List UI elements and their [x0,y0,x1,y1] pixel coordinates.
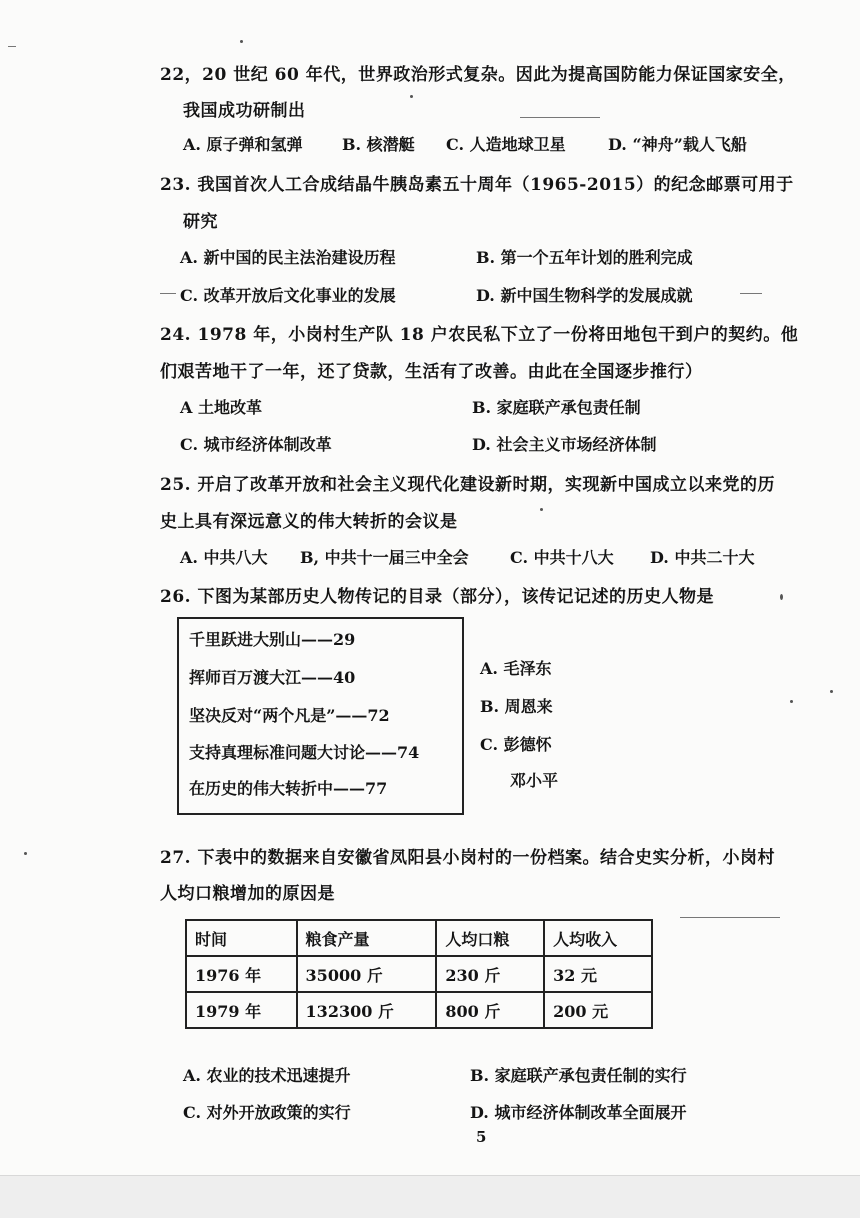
q23-option-b: B. 第一个五年计划的胜利完成 [476,248,693,267]
q23-stem-line1: 23. 我国首次人工合成结晶牛胰岛素五十周年（1965-2015）的纪念邮票可用于 [160,175,794,195]
q25-stem-line1: 25. 开启了改革开放和社会主义现代化建设新时期，实现新中国成立以来党的历 [160,475,775,495]
table-cell: 35000 斤 [297,956,437,992]
q24-option-a: A 土地改革 [180,398,262,417]
scan-speck [410,95,413,98]
q24-option-d: D. 社会主义市场经济体制 [472,435,657,454]
table-row [186,992,652,1028]
archive-data-table [185,919,653,1029]
table-header-cell: 时间 [186,920,297,956]
table-cell: 800 斤 [436,992,544,1028]
page-number: 5 [476,1128,487,1146]
table-cell: 230 斤 [436,956,544,992]
q25-option-a: A. 中共八大 [180,548,268,567]
table-header-cell: 人均收入 [544,920,652,956]
scan-speck [780,594,783,600]
q24-stem-line1: 24. 1978 年，小岗村生产队 18 户农民私下立了一份将田地包干到户的契约。他 [160,325,799,345]
toc-item: 支持真理标准问题大讨论——74 [189,743,420,762]
q27-stem-line1: 27. 下表中的数据来自安徽省凤阳县小岗村的一份档案。结合史实分析，小岗村 [160,848,775,868]
q26-option-d: 邓小平 [510,771,559,790]
table-cell: 1976 年 [186,956,297,992]
scan-speck [830,690,833,693]
q27-option-a: A. 农业的技术迅速提升 [183,1066,351,1085]
table-header-cell: 粮食产量 [297,920,437,956]
toc-item: 挥师百万渡大江——40 [189,668,356,687]
q26-stem: 26. 下图为某部历史人物传记的目录（部分），该传记记述的历史人物是 [160,587,714,607]
q22-option-c: C. 人造地球卫星 [446,135,566,154]
scan-mark [680,917,780,918]
table-cell: 200 元 [544,992,652,1028]
scan-bottom-margin [0,1175,860,1218]
scan-speck [790,700,793,703]
q25-stem-line2: 史上具有深远意义的伟大转折的会议是 [160,512,458,532]
q27-stem-line2: 人均口粮增加的原因是 [160,884,335,904]
q27-option-d: D. 城市经济体制改革全面展开 [470,1103,687,1122]
scan-speck [540,508,543,511]
scan-mark [520,117,600,118]
q24-option-b: B. 家庭联产承包责任制 [472,398,641,417]
q26-option-b: B. 周恩来 [480,697,553,716]
q24-stem-line2: 们艰苦地干了一年，还了贷款，生活有了改善。由此在全国逐步推行） [160,362,703,382]
q26-option-a: A. 毛泽东 [480,659,552,678]
table-cell: 132300 斤 [297,992,437,1028]
q22-stem-line2: 我国成功研制出 [183,101,306,121]
toc-item: 在历史的伟大转折中——77 [189,779,388,798]
scan-speck [24,852,27,855]
q22-stem-line1: 22，20 世纪 60 年代，世界政治形式复杂。因此为提高国防能力保证国家安全， [160,65,796,85]
toc-item: 千里跃进大别山——29 [189,630,356,649]
q22-option-b: B. 核潜艇 [342,135,415,154]
q27-option-c: C. 对外开放政策的实行 [183,1103,351,1122]
q23-option-c: C. 改革开放后文化事业的发展 [180,286,396,305]
biography-toc-box [177,617,464,815]
table-cell: 32 元 [544,956,652,992]
q25-option-b: B, 中共十一届三中全会 [300,548,469,567]
q22-option-d: D. “神舟”载人飞船 [608,135,747,154]
scan-speck [240,40,243,43]
q23-option-d: D. 新中国生物科学的发展成就 [476,286,693,305]
q23-option-a: A. 新中国的民主法治建设历程 [180,248,396,267]
q27-option-b: B. 家庭联产承包责任制的实行 [470,1066,687,1085]
q25-option-d: D. 中共二十大 [650,548,755,567]
scan-mark [160,293,176,294]
table-header-cell: 人均口粮 [436,920,544,956]
table-row [186,956,652,992]
table-cell: 1979 年 [186,992,297,1028]
q26-option-c: C. 彭德怀 [480,735,552,754]
toc-item: 坚决反对“两个凡是”——72 [189,706,390,725]
scan-mark [740,293,762,294]
q23-stem-line2: 研究 [183,212,218,232]
q22-option-a: A. 原子弹和氢弹 [183,135,303,154]
scan-mark [8,46,16,47]
q25-option-c: C. 中共十八大 [510,548,614,567]
q24-option-c: C. 城市经济体制改革 [180,435,332,454]
table-header-row [186,920,652,956]
